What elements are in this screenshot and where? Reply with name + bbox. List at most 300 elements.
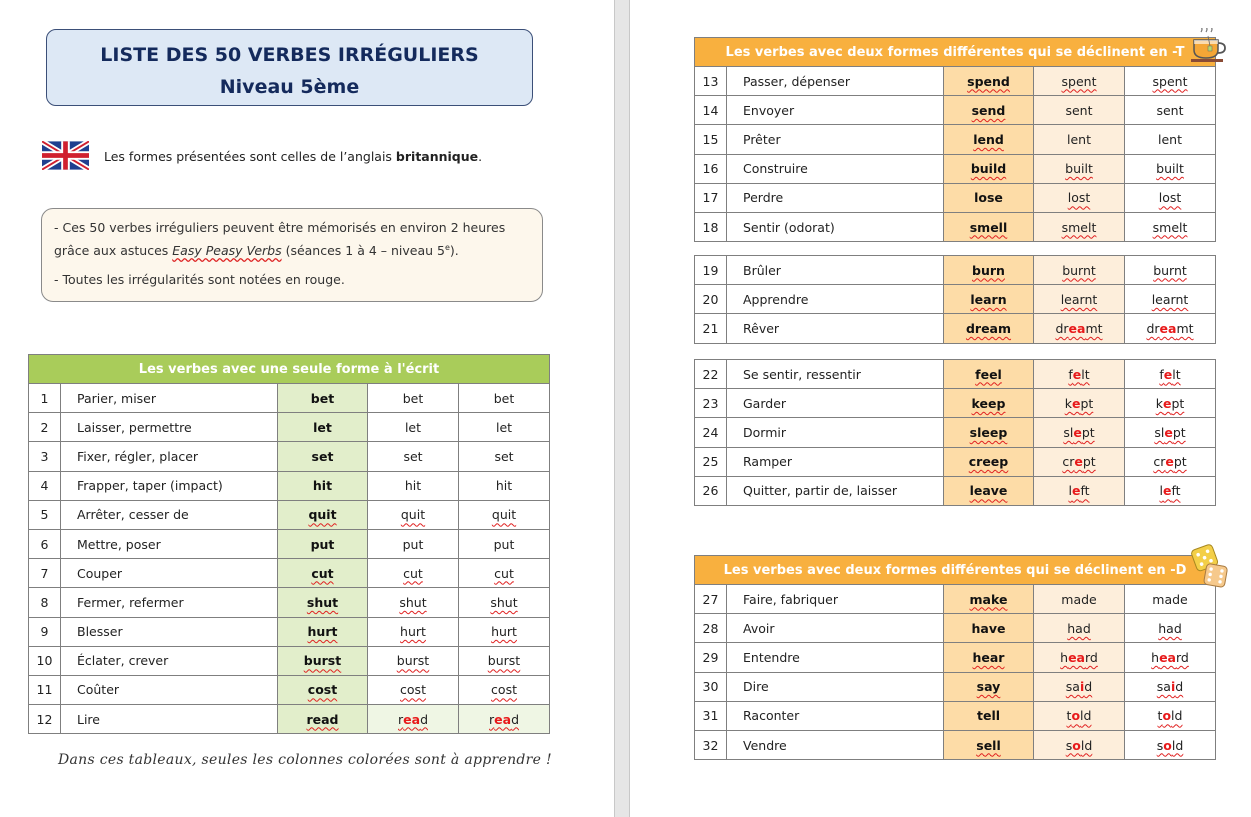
verb-base-form — [944, 96, 1034, 125]
verb-form-text: let — [313, 419, 332, 435]
verb-preterit — [1034, 643, 1125, 672]
note-sup: e — [444, 243, 450, 252]
verb-form-text: burnt — [1062, 262, 1096, 278]
verb-form-text: bet — [310, 390, 335, 406]
verb-past-participle — [1125, 125, 1216, 154]
regular-part: ld — [1080, 708, 1092, 724]
regular-part: pt — [1173, 454, 1187, 470]
irregular-part: o — [1162, 708, 1172, 724]
verb-past-participle — [1125, 418, 1216, 447]
verb-form-text — [1159, 483, 1180, 498]
verb-past-participle — [1125, 285, 1216, 314]
verb-form-text: spent — [1152, 73, 1188, 89]
verb-base-form — [944, 585, 1034, 614]
verb-form-text: learn — [970, 291, 1007, 307]
regular-part: sa — [1156, 679, 1171, 695]
verb-french: Fermer, refermer — [61, 588, 278, 617]
verb-number: 4 — [29, 471, 61, 500]
verb-french: Couper — [61, 559, 278, 588]
verb-past-participle — [1125, 360, 1216, 389]
verb-form-text: quit — [491, 507, 517, 523]
verb-preterit — [1034, 585, 1125, 614]
verb-base-form — [944, 285, 1034, 314]
verb-french: Rêver — [727, 314, 944, 343]
verb-french: Lire — [61, 705, 278, 734]
verb-french: Sentir (odorat) — [727, 212, 944, 241]
verb-form-text: quit — [400, 507, 426, 523]
verb-form-text: lend — [973, 131, 1004, 147]
regular-part: ft — [1171, 483, 1181, 499]
verb-base-form — [278, 471, 368, 500]
verb-number: 31 — [695, 701, 727, 730]
verb-french: Dire — [727, 672, 944, 701]
regular-part: k — [1064, 395, 1072, 411]
page-left — [0, 0, 614, 817]
irregular-part: ea — [1068, 649, 1085, 665]
verb-past-participle — [1125, 585, 1216, 614]
verb-preterit — [1034, 447, 1125, 476]
verbs-table-t-ending-3 — [694, 359, 1216, 506]
verb-number: 14 — [695, 96, 727, 125]
verb-preterit — [1034, 314, 1125, 343]
verb-form-text: set — [494, 448, 514, 464]
regular-part: rd — [1085, 649, 1098, 665]
regular-part: mt — [1085, 320, 1103, 336]
verb-preterit — [368, 500, 459, 529]
verb-preterit — [1034, 389, 1125, 418]
irregular-part: e — [1163, 366, 1173, 382]
verb-french: Coûter — [61, 675, 278, 704]
verb-form-text: hit — [404, 478, 422, 494]
verb-base-form — [944, 67, 1034, 96]
verb-past-participle — [459, 413, 550, 442]
verb-french: Quitter, partir de, laisser — [727, 476, 944, 505]
verb-form-text: hit — [495, 478, 513, 494]
verb-form-text: lent — [1158, 131, 1182, 147]
verb-form-text: keep — [971, 395, 1006, 411]
verb-base-form — [278, 442, 368, 471]
verb-french: Ramper — [727, 447, 944, 476]
regular-part: d — [511, 711, 520, 727]
verb-number: 20 — [695, 285, 727, 314]
verb-row — [29, 413, 550, 442]
verb-form-text — [1066, 679, 1092, 694]
verb-form-text — [1066, 738, 1093, 753]
verb-past-participle — [1125, 67, 1216, 96]
verb-number: 10 — [29, 646, 61, 675]
verbs-table-d-ending — [694, 555, 1216, 760]
irregular-part: e — [1071, 483, 1081, 499]
verb-past-participle — [1125, 154, 1216, 183]
irregular-part: e — [1073, 424, 1082, 440]
verb-base-form — [944, 212, 1034, 241]
verb-past-participle — [1125, 730, 1216, 759]
verb-form-text: bet — [402, 390, 424, 406]
verb-form-text: shut — [399, 594, 427, 610]
verb-base-form — [944, 730, 1034, 759]
regular-part: lt — [1081, 366, 1090, 382]
verb-form-text: smelt — [1152, 219, 1188, 235]
regular-part: h — [1060, 649, 1069, 665]
verb-number: 24 — [695, 418, 727, 447]
note-brand: Easy Peasy Verbs — [172, 243, 282, 259]
regular-part: ld — [1080, 737, 1093, 753]
verb-past-participle — [1125, 212, 1216, 241]
verb-past-participle — [459, 646, 550, 675]
irregular-part: e — [1164, 424, 1173, 440]
verb-row — [695, 701, 1216, 730]
verb-row — [695, 476, 1216, 505]
verb-past-participle — [459, 705, 550, 734]
verb-base-form — [944, 125, 1034, 154]
irregular-part: ea — [1159, 649, 1176, 665]
verb-number: 7 — [29, 559, 61, 588]
verb-base-form — [944, 476, 1034, 505]
verb-past-participle — [459, 559, 550, 588]
verb-form-text: learnt — [1151, 291, 1189, 307]
verb-form-text: had — [1067, 620, 1091, 636]
regular-part: pt — [1080, 395, 1094, 411]
verb-form-text: let — [404, 419, 422, 435]
verb-french: Prêter — [727, 125, 944, 154]
verb-form-text: made — [1061, 591, 1097, 607]
verb-form-text — [1151, 650, 1189, 665]
irregular-part: o — [1072, 737, 1081, 753]
regular-part: t — [1157, 708, 1163, 724]
verb-form-text — [1062, 454, 1095, 469]
verb-row — [695, 360, 1216, 389]
verb-base-form — [944, 314, 1034, 343]
verb-form-text — [1157, 679, 1183, 694]
tea-cup-icon — [1188, 28, 1228, 66]
verb-form-text: set — [403, 448, 423, 464]
verb-base-form — [944, 256, 1034, 285]
verb-number: 8 — [29, 588, 61, 617]
page-subtitle: Niveau 5ème — [219, 76, 360, 98]
title-box — [46, 29, 533, 106]
verb-past-participle — [1125, 476, 1216, 505]
verb-past-participle — [1125, 447, 1216, 476]
verb-form-text: cost — [491, 682, 517, 698]
verb-preterit — [368, 705, 459, 734]
verb-row — [695, 256, 1216, 285]
verb-base-form — [278, 413, 368, 442]
verb-form-text: say — [976, 679, 1001, 695]
verb-past-participle — [1125, 701, 1216, 730]
verb-past-participle — [459, 588, 550, 617]
verb-row — [695, 67, 1216, 96]
verb-row — [695, 285, 1216, 314]
verb-past-participle — [1125, 672, 1216, 701]
verb-preterit — [1034, 212, 1125, 241]
verb-french: Envoyer — [727, 96, 944, 125]
verb-base-form — [278, 675, 368, 704]
regular-part: s — [1156, 737, 1164, 753]
verb-base-form — [278, 646, 368, 675]
verb-french: Mettre, poser — [61, 529, 278, 558]
verb-form-text: let — [495, 419, 513, 435]
regular-part: s — [1065, 737, 1073, 753]
verb-form-text: build — [970, 161, 1007, 177]
verb-form-text: bet — [493, 390, 515, 406]
verb-form-text: sent — [1065, 102, 1093, 118]
verb-base-form — [944, 389, 1034, 418]
verb-number: 25 — [695, 447, 727, 476]
verb-number: 16 — [695, 154, 727, 183]
verb-french: Frapper, taper (impact) — [61, 471, 278, 500]
regular-part: f — [1068, 366, 1073, 382]
verb-past-participle — [459, 529, 550, 558]
verb-row — [29, 588, 550, 617]
verb-form-text: make — [969, 591, 1008, 607]
verb-form-text: burst — [396, 653, 430, 669]
verb-form-text: put — [402, 536, 424, 552]
verb-number: 26 — [695, 476, 727, 505]
verb-preterit — [368, 559, 459, 588]
verb-base-form — [944, 643, 1034, 672]
verb-number: 13 — [695, 67, 727, 96]
verb-french: Entendre — [727, 643, 944, 672]
verb-row — [695, 154, 1216, 183]
verb-french: Faire, fabriquer — [727, 585, 944, 614]
verb-form-text: sell — [976, 737, 1001, 753]
verb-preterit — [1034, 476, 1125, 505]
verb-french: Parier, miser — [61, 384, 278, 413]
verb-form-text: burn — [972, 262, 1005, 278]
page-title: LISTE DES 50 VERBES IRRÉGULIERS — [100, 44, 479, 66]
verb-form-text: cut — [494, 565, 514, 581]
verb-number: 3 — [29, 442, 61, 471]
verb-number: 12 — [29, 705, 61, 734]
note-text: - Ces 50 verbes irréguliers peuvent être mémorisés en environ 2 heures grâce aux astuces — [54, 220, 506, 259]
verb-form-text: set — [311, 448, 334, 464]
regular-part: pt — [1171, 395, 1185, 411]
verb-past-participle — [459, 471, 550, 500]
verb-french: Vendre — [727, 730, 944, 759]
note-line-1 — [54, 218, 530, 261]
verb-form-text: dream — [965, 320, 1012, 336]
verb-number: 23 — [695, 389, 727, 418]
verb-form-text — [1156, 396, 1185, 411]
verb-form-text: lent — [1067, 131, 1091, 147]
irregular-part: e — [1071, 395, 1081, 411]
verbs-table-t-ending — [694, 37, 1216, 242]
verb-form-text: leave — [969, 483, 1008, 499]
verb-form-text: burst — [303, 653, 342, 669]
verb-preterit — [368, 675, 459, 704]
verb-french: Raconter — [727, 701, 944, 730]
verb-number: 30 — [695, 672, 727, 701]
verb-form-text: smell — [969, 219, 1008, 235]
regular-part: cr — [1153, 454, 1166, 470]
verb-number: 19 — [695, 256, 727, 285]
regular-part: t — [1066, 708, 1072, 724]
verb-form-text: put — [493, 536, 515, 552]
verb-number: 28 — [695, 614, 727, 643]
regular-part: f — [1159, 366, 1164, 382]
verb-form-text: hit — [312, 478, 333, 494]
verb-row — [695, 212, 1216, 241]
verb-past-participle — [459, 384, 550, 413]
regular-part: rd — [1176, 649, 1189, 665]
verb-preterit — [368, 529, 459, 558]
verb-base-form — [944, 672, 1034, 701]
irregular-part: ea — [1068, 320, 1086, 336]
irregular-part: e — [1074, 454, 1083, 470]
verb-preterit — [1034, 614, 1125, 643]
verb-form-text: spend — [967, 73, 1010, 89]
verb-base-form — [278, 705, 368, 734]
verb-form-text: creep — [968, 454, 1009, 470]
regular-part: sl — [1063, 424, 1074, 440]
verb-form-text: made — [1152, 591, 1188, 607]
page-separator — [614, 0, 630, 817]
verb-french: Blesser — [61, 617, 278, 646]
verb-french: Garder — [727, 389, 944, 418]
verb-row — [695, 643, 1216, 672]
verb-row — [29, 500, 550, 529]
verb-number: 29 — [695, 643, 727, 672]
regular-part: pt — [1172, 424, 1186, 440]
verb-past-participle — [1125, 96, 1216, 125]
dice-icon — [1188, 543, 1230, 588]
verb-row — [695, 314, 1216, 343]
verb-past-participle — [1125, 256, 1216, 285]
irregular-part: ea — [1159, 320, 1177, 336]
verb-form-text: feel — [975, 366, 1002, 382]
verbs-table-t-ending-2 — [694, 255, 1216, 344]
verb-preterit — [1034, 154, 1125, 183]
verb-preterit — [368, 617, 459, 646]
verb-form-text: quit — [308, 507, 337, 523]
intro-text-bold: britannique — [395, 149, 479, 164]
table-header-row — [695, 556, 1216, 585]
verb-preterit — [368, 413, 459, 442]
verb-row — [695, 585, 1216, 614]
verb-preterit — [1034, 672, 1125, 701]
uk-flag-icon — [42, 141, 89, 170]
note-line-2: - Toutes les irrégularités sont notées en rouge. — [54, 272, 345, 288]
verb-row — [29, 675, 550, 704]
regular-part: lt — [1172, 366, 1181, 382]
table-header-row — [695, 38, 1216, 67]
verb-french: Passer, dépenser — [727, 67, 944, 96]
verb-base-form — [944, 418, 1034, 447]
verb-french: Laisser, permettre — [61, 413, 278, 442]
verb-preterit — [368, 588, 459, 617]
verb-form-text — [1154, 425, 1185, 440]
irregular-part: o — [1071, 708, 1081, 724]
verb-row — [29, 559, 550, 588]
verb-form-text — [1157, 738, 1184, 753]
verb-form-text: spent — [1061, 73, 1097, 89]
verb-form-text: hurt — [400, 624, 426, 640]
regular-part: r — [398, 711, 404, 727]
verb-row — [695, 730, 1216, 759]
verb-form-text: built — [1156, 161, 1184, 177]
verb-number: 18 — [695, 212, 727, 241]
verb-number: 27 — [695, 585, 727, 614]
verb-past-participle — [1125, 614, 1216, 643]
verb-form-text — [1158, 708, 1183, 723]
verb-base-form — [944, 614, 1034, 643]
verb-number: 21 — [695, 314, 727, 343]
verbs-table-one-form — [28, 354, 550, 734]
verb-form-text: shut — [490, 594, 518, 610]
verb-preterit — [1034, 360, 1125, 389]
regular-part: d — [1175, 679, 1184, 695]
irregular-part: ea — [494, 711, 512, 727]
verb-french: Arrêter, cesser de — [61, 500, 278, 529]
verb-past-participle — [1125, 183, 1216, 212]
verb-form-text: shut — [306, 594, 339, 610]
verb-form-text: burst — [487, 653, 521, 669]
verb-preterit — [368, 646, 459, 675]
verb-form-text — [1153, 454, 1186, 469]
verb-form-text — [1060, 650, 1098, 665]
regular-part: cr — [1062, 454, 1075, 470]
regular-part: h — [1151, 649, 1160, 665]
regular-part: d — [1084, 679, 1093, 695]
verb-base-form — [944, 701, 1034, 730]
verb-preterit — [1034, 256, 1125, 285]
verb-row — [29, 442, 550, 471]
regular-part: dr — [1055, 320, 1069, 336]
verb-preterit — [1034, 125, 1125, 154]
verb-base-form — [278, 500, 368, 529]
table-title: Les verbes avec deux formes différentes qui se déclinent en -D — [695, 556, 1216, 585]
irregular-part: e — [1162, 395, 1172, 411]
regular-part: mt — [1176, 320, 1194, 336]
note-text: ). — [449, 243, 459, 259]
verb-number: 11 — [29, 675, 61, 704]
regular-part: pt — [1082, 454, 1096, 470]
verb-base-form — [278, 588, 368, 617]
verb-form-text: send — [971, 102, 1006, 118]
verb-row — [695, 389, 1216, 418]
verb-form-text: hear — [972, 649, 1005, 665]
verb-number: 5 — [29, 500, 61, 529]
verb-row — [29, 646, 550, 675]
verb-past-participle — [459, 617, 550, 646]
table-title: Les verbes avec deux formes différentes qui se déclinent en -T — [695, 38, 1216, 67]
verb-form-text: hurt — [307, 624, 338, 640]
verb-row — [695, 447, 1216, 476]
verb-form-text: lost — [1067, 190, 1091, 206]
regular-part: l — [1068, 483, 1072, 499]
verb-french: Apprendre — [727, 285, 944, 314]
regular-part: r — [489, 711, 495, 727]
regular-part: ld — [1171, 737, 1184, 753]
verb-form-text: learnt — [1060, 291, 1098, 307]
verb-base-form — [278, 559, 368, 588]
intro-text-after: . — [478, 149, 483, 164]
verb-french: Brûler — [727, 256, 944, 285]
verb-form-text — [1068, 367, 1089, 382]
verb-form-text: cost — [400, 682, 426, 698]
verb-french: Avoir — [727, 614, 944, 643]
verb-base-form — [944, 447, 1034, 476]
note-box — [41, 208, 543, 302]
verb-french: Construire — [727, 154, 944, 183]
verb-row — [29, 471, 550, 500]
verb-number: 17 — [695, 183, 727, 212]
verb-base-form — [278, 529, 368, 558]
verb-french: Se sentir, ressentir — [727, 360, 944, 389]
verb-row — [695, 614, 1216, 643]
verb-row — [29, 384, 550, 413]
verb-past-participle — [1125, 643, 1216, 672]
